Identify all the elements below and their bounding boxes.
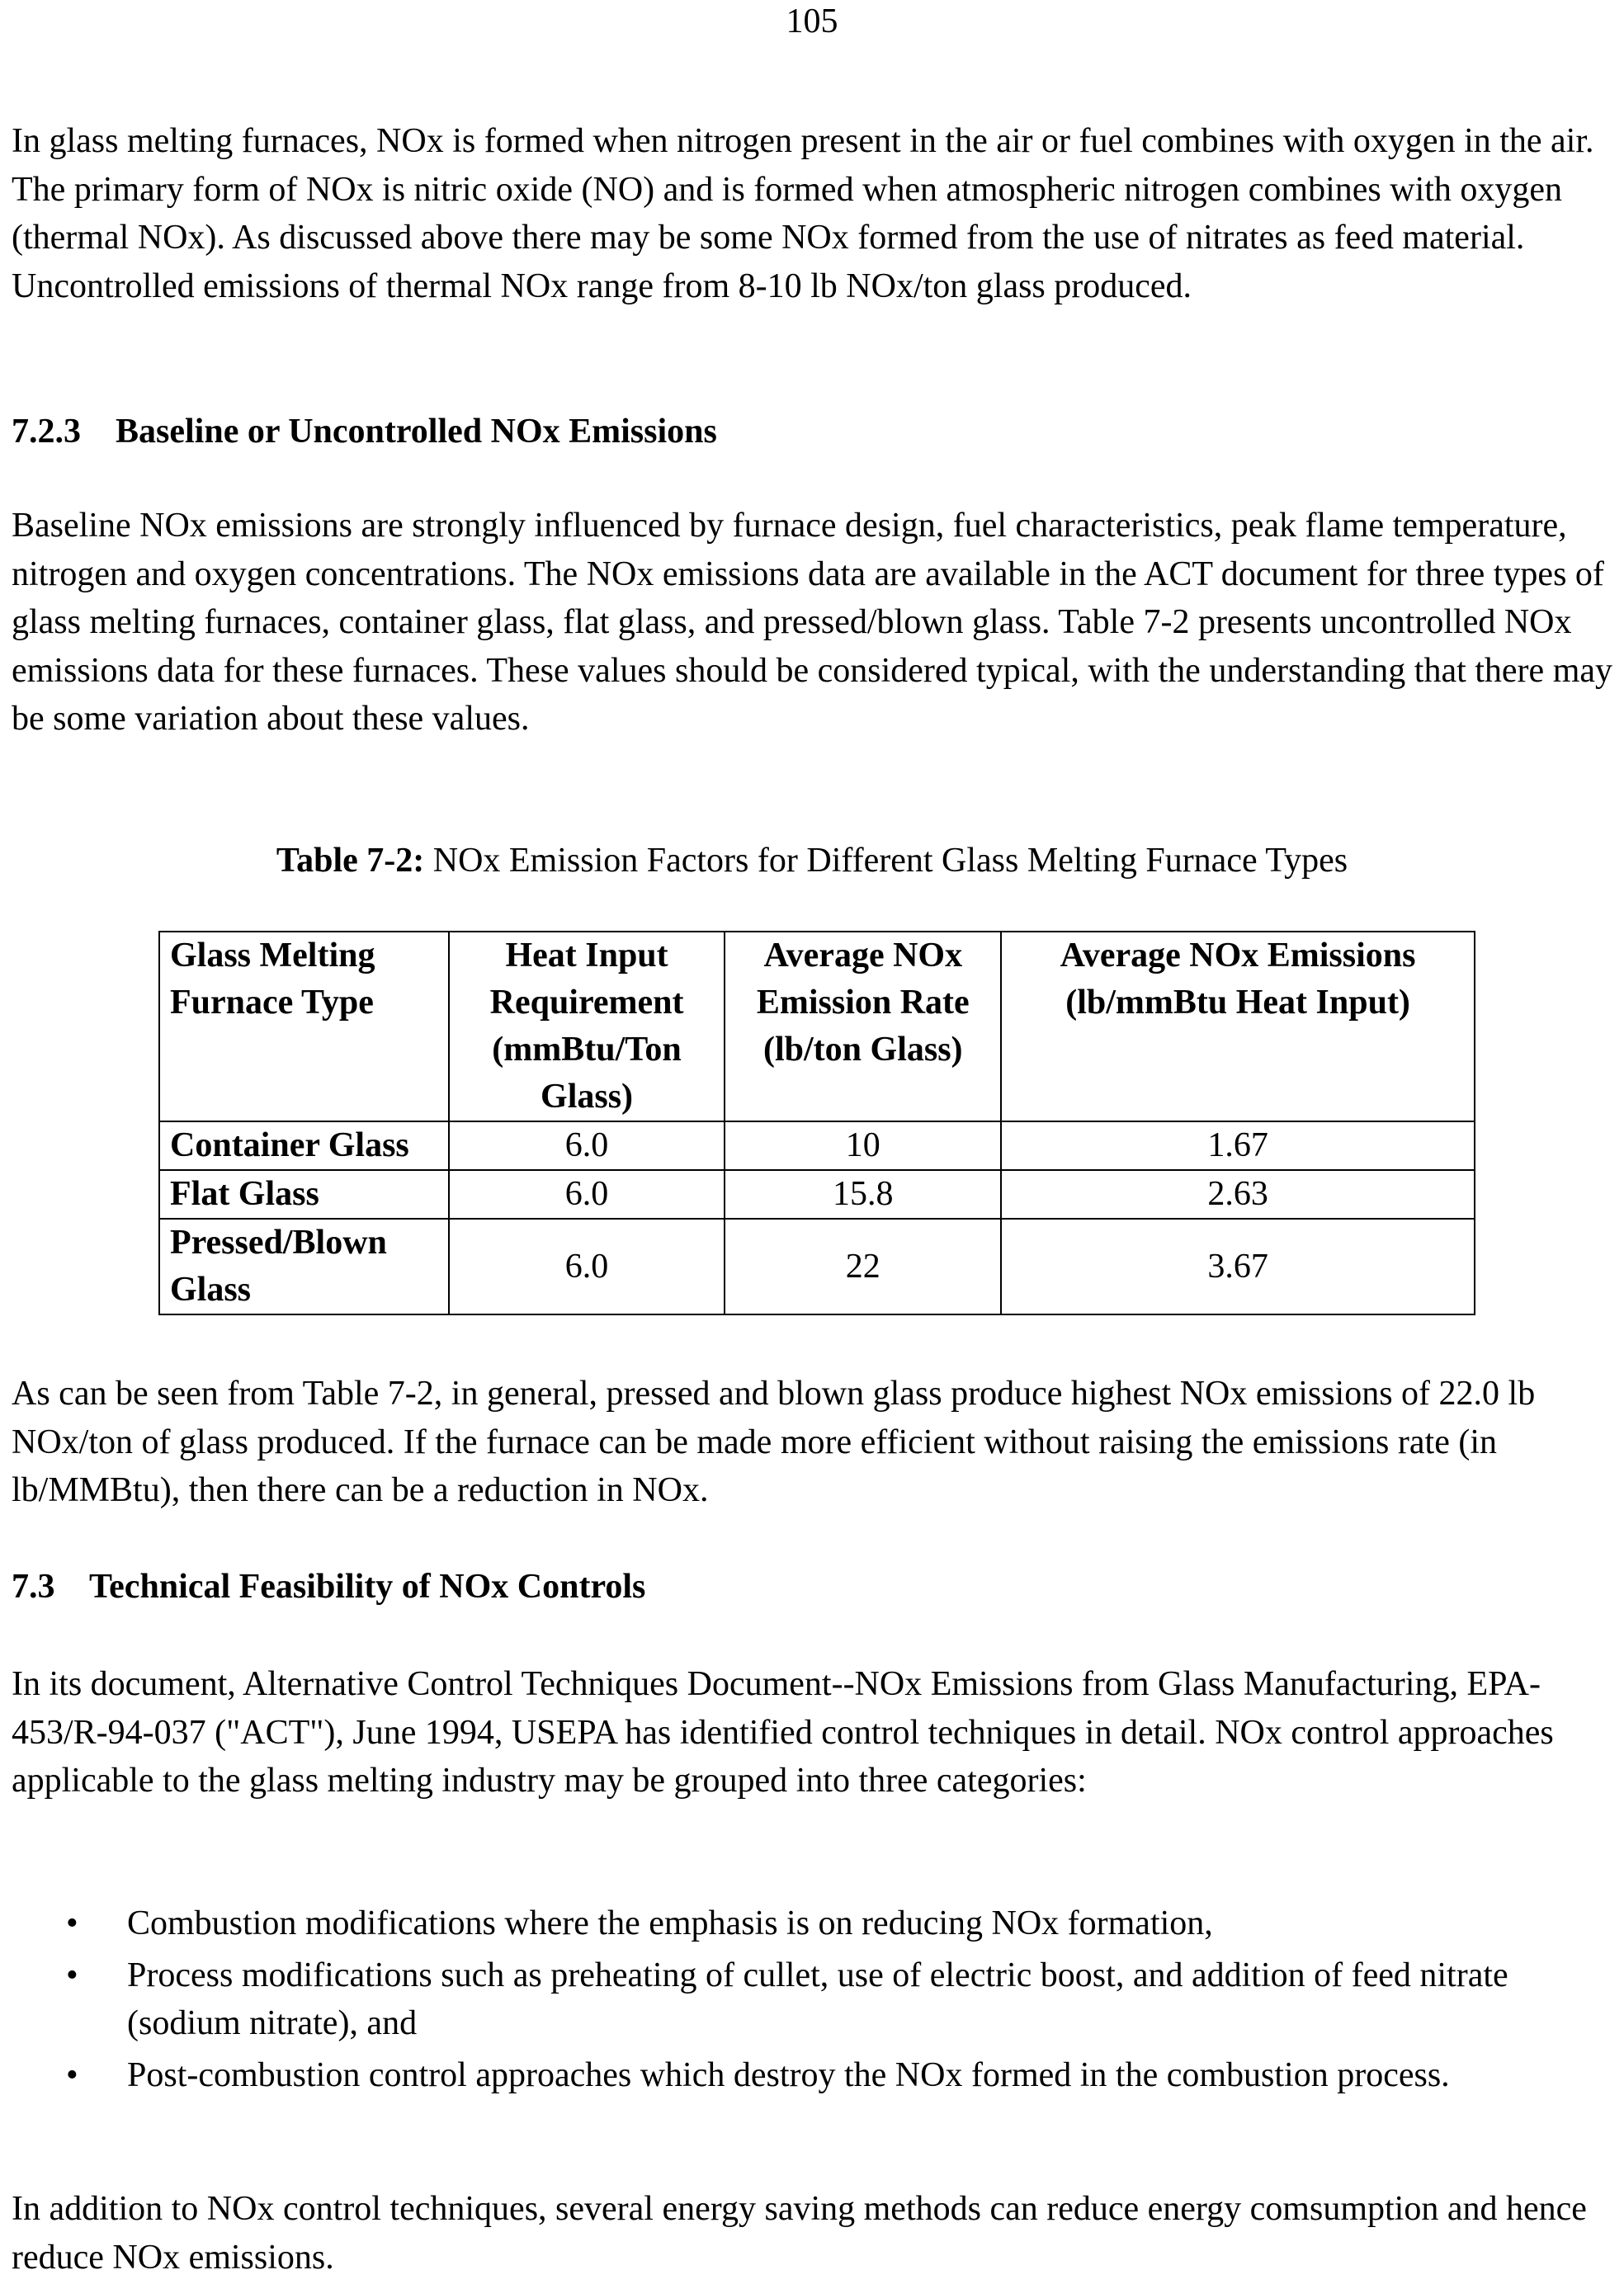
page-number: 105 — [786, 2, 838, 40]
table-cell: 6.0 — [449, 1170, 725, 1219]
table-cell: 3.67 — [1001, 1219, 1475, 1314]
emission-factors-table — [158, 931, 1475, 1315]
table-row — [159, 1121, 1475, 1170]
table-cell: Container Glass — [159, 1121, 449, 1170]
table-cell: 10 — [725, 1121, 1001, 1170]
list-item-text: Post-combustion control approaches which destroy the NOx formed in the combustion process. — [127, 2055, 1450, 2094]
bullet-icon: • — [66, 1956, 78, 1994]
section-heading-7-2-3 — [12, 408, 717, 455]
control-categories-list — [0, 1899, 1617, 2102]
table-cell: 2.63 — [1001, 1170, 1475, 1219]
list-item-text: Process modifications such as preheating of cullet, use of electric boost, and addition of feed nitrate (sodium nitrate), and — [127, 1956, 1508, 2042]
column-header: Average NOx Emission Rate (lb/ton Glass) — [725, 932, 1001, 1121]
table-cell: 6.0 — [449, 1219, 725, 1314]
table-row — [159, 1219, 1475, 1314]
table-caption — [0, 837, 1624, 885]
table-cell: 1.67 — [1001, 1121, 1475, 1170]
list-item — [0, 1899, 1617, 1948]
table-header-row — [159, 932, 1475, 1121]
bullet-icon: • — [66, 2055, 78, 2094]
list-item — [0, 2051, 1617, 2100]
table-cell: Pressed/Blown Glass — [159, 1219, 449, 1314]
section-heading-7-3 — [12, 1563, 645, 1611]
section-number: 7.2.3 — [12, 413, 81, 451]
table-row — [159, 1170, 1475, 1219]
section-title: Baseline or Uncontrolled NOx Emissions — [116, 413, 717, 451]
bullet-icon: • — [66, 1904, 78, 1942]
column-header: Average NOx Emissions (lb/mmBtu Heat Input) — [1001, 932, 1475, 1121]
table-cell: 15.8 — [725, 1170, 1001, 1219]
paragraph-baseline: Baseline NOx emissions are strongly influenced by furnace design, fuel characteristics, peak flame temperature, nitrogen and oxygen concentrations. The NOx emissions data are available in the ACT document for three types of glass melting furnaces, container glass, flat glass, and pressed/blown glass. Table 7-2 presents uncontrolled NOx emissions data for these furnaces. These values should be considered typical, with the understanding that there may be some variation about these values. — [12, 507, 1612, 738]
list-item-text: Combustion modifications where the emphasis is on reducing NOx formation, — [127, 1904, 1213, 1942]
column-header: Glass Melting Furnace Type — [159, 932, 449, 1121]
column-header: Heat Input Requirement (mmBtu/Ton Glass) — [449, 932, 725, 1121]
section-title: Technical Feasibility of NOx Controls — [89, 1568, 646, 1606]
paragraph-closing: In addition to NOx control techniques, several energy saving methods can reduce energy comsumption and hence reduce NOx emissions. — [12, 2190, 1587, 2277]
paragraph-feasibility: In its document, Alternative Control Techniques Document--NOx Emissions from Glass Manufacturing, EPA-453/R-94-037 ("ACT"), June 1994, USEPA has identified control techniques in detail. NOx control approaches applicable to the glass melting industry may be grouped into three categories: — [12, 1665, 1554, 1800]
table-cell: 22 — [725, 1219, 1001, 1314]
table-cell: Flat Glass — [159, 1170, 449, 1219]
paragraph-intro: In glass melting furnaces, NOx is formed when nitrogen present in the air or fuel combines with oxygen in the air. The primary form of NOx is nitric oxide (NO) and is formed when atmospheric nitrogen combines with oxygen (thermal NOx). As discussed above there may be some NOx formed from the use of nitrates as feed material. Uncontrolled emissions of thermal NOx range from 8-10 lb NOx/ton glass produced. — [12, 122, 1594, 305]
table-caption-text: NOx Emission Factors for Different Glass Melting Furnace Types — [424, 842, 1348, 880]
section-number: 7.3 — [12, 1568, 55, 1606]
table-caption-label: Table 7-2: — [276, 842, 425, 880]
table-cell: 6.0 — [449, 1121, 725, 1170]
paragraph-after-table: As can be seen from Table 7-2, in general, pressed and blown glass produce highest NOx emissions of 22.0 lb NOx/ton of glass produced. If the furnace can be made more efficient without raising the emissions rate (in lb/MMBtu), then there can be a reduction in NOx. — [12, 1375, 1536, 1509]
list-item — [0, 1951, 1617, 2048]
